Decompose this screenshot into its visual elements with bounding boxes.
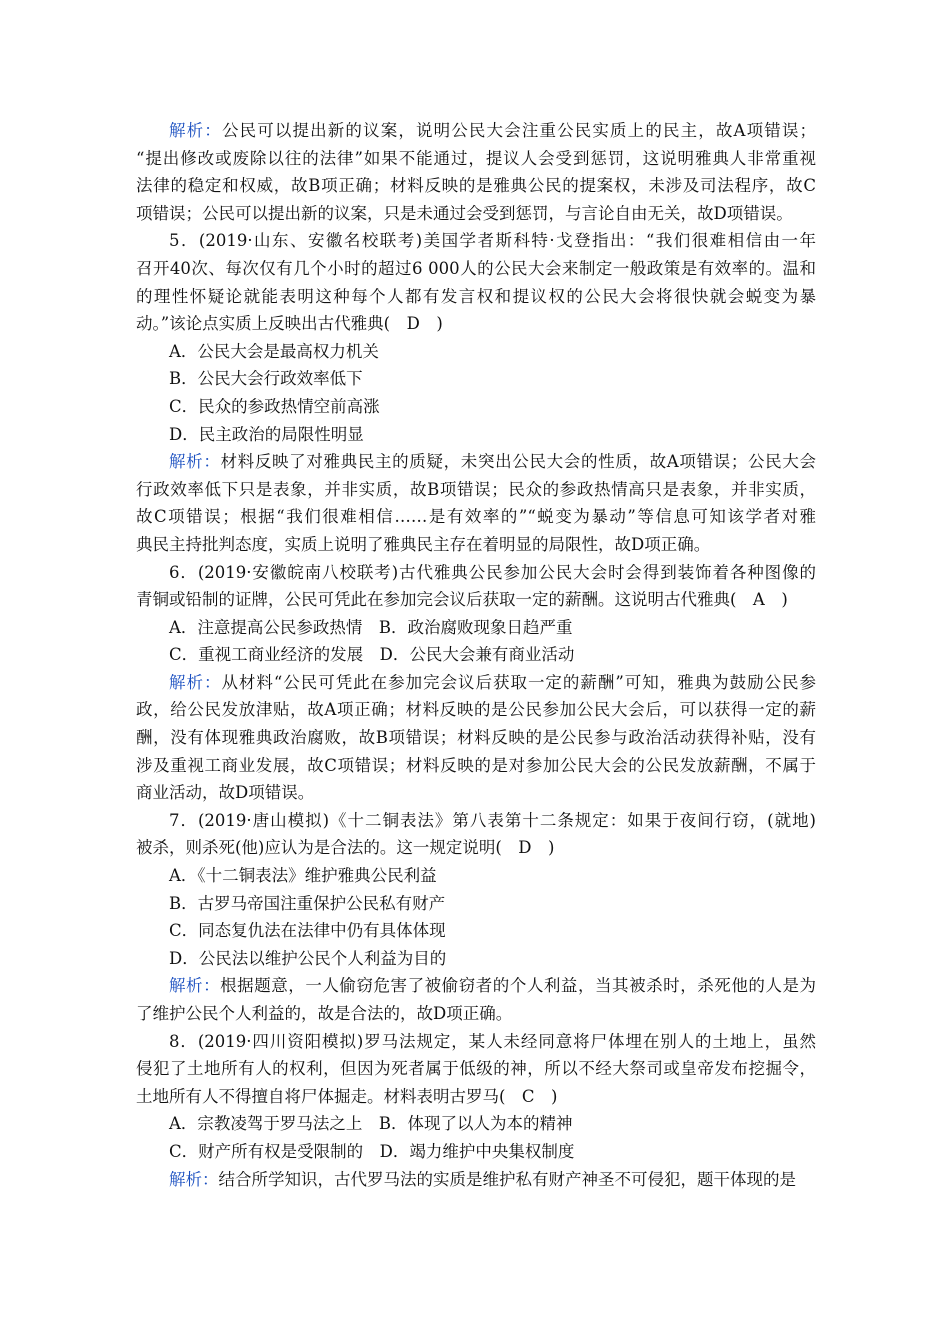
question-stem-line — [136, 807, 816, 835]
line-text: 典民主持批判态度，实质上说明了雅典民主存在着明显的局限性，故D项正确。 — [136, 534, 711, 554]
analysis-line — [136, 200, 816, 228]
question-stem-line — [136, 834, 816, 862]
analysis-label: 解析： — [169, 976, 221, 996]
answer-option: C．民众的参政热情空前高涨 — [169, 396, 380, 416]
analysis-line — [136, 531, 816, 559]
analysis-line — [136, 779, 816, 807]
question-stem-line — [136, 283, 816, 311]
analysis-line — [136, 476, 816, 504]
answer-option: A．《十二铜表法》维护雅典公民利益 — [169, 866, 437, 886]
question-block — [136, 559, 816, 669]
question-stem-line — [136, 1028, 816, 1056]
line-text: 结合所学知识，古代罗马法的实质是维护私有财产神圣不可侵犯，题干体现的是 — [218, 1169, 796, 1189]
question-block — [136, 807, 816, 973]
question-stem-line — [136, 559, 816, 587]
line-text: 从材料“公民可凭此在参加完会议后获取一定的薪酬”可知，雅典为鼓励公民参 — [221, 672, 816, 692]
line-text: 行政效率低下只是表象，并非实质，故B项错误；民众的参政热情高只是表象，并非实质， — [136, 479, 816, 499]
line-text: 了维护公民个人利益的，故是合法的，故D项正确。 — [136, 1004, 513, 1023]
line-text: 8．(2019·四川资阳模拟)罗马法规定，某人未经同意将尸体埋在别人的土地上，虽然 — [169, 1031, 816, 1051]
answer-option: D．公民法以维护公民个人利益为目的 — [169, 948, 447, 968]
answer-option: C．重视工商业经济的发展 D．公民大会兼有商业活动 — [169, 645, 575, 665]
analysis-line — [136, 145, 816, 173]
analysis-line — [136, 1000, 816, 1028]
analysis-line — [136, 503, 816, 531]
analysis-line — [136, 696, 816, 724]
line-text: 酬，没有体现雅典政治腐败，故B项错误；材料反映的是公民参与政治活动获得补贴，没有 — [136, 728, 816, 748]
answer-option: C．财产所有权是受限制的 D．竭力维护中央集权制度 — [169, 1141, 575, 1161]
answer-option: A．公民大会是最高权力机关 — [169, 341, 379, 361]
analysis-line — [136, 172, 816, 200]
analysis-block — [136, 972, 816, 1027]
line-text: 6．(2019·安徽皖南八校联考)古代雅典公民参加公民大会时会得到装饰着各种图像的 — [169, 562, 816, 582]
analysis-block — [136, 669, 816, 807]
line-text: 动。”该论点实质上反映出古代雅典( D ) — [136, 314, 443, 334]
analysis-line — [136, 669, 816, 697]
line-text: 项错误；公民可以提出新的议案，只是未通过会受到惩罚，与言论自由无关，故D项错误。 — [136, 203, 793, 223]
line-text: 青铜或铅制的证牌，公民可凭此在参加完会议后获取一定的薪酬。这说明古代雅典( A ) — [136, 590, 788, 610]
line-text: 政，给公民发放津贴，故A项正确；材料反映的是公民参加公民大会后，可以获得一定的薪 — [136, 700, 816, 720]
line-text: 侵犯了土地所有人的权利，但因为死者属于低级的神，所以不经大祭司或皇帝发布挖掘令， — [136, 1059, 816, 1079]
question-block — [136, 227, 816, 448]
analysis-label: 解析： — [169, 121, 222, 140]
line-text: “提出修改或废除以往的法律”如果不能通过，提议人会受到惩罚，这说明雅典人非常重视 — [136, 148, 816, 168]
line-text: 公民可以提出新的议案，说明公民大会注重公民实质上的民主，故A项错误； — [221, 121, 816, 140]
line-text: 故C项错误；根据“我们很难相信……是有效率的”“蜕变为暴动”等信息可知该学者对雅 — [136, 507, 816, 527]
question-stem-line — [136, 227, 816, 255]
line-text: 被杀，则杀死(他)应认为是合法的。这一规定说明( D ) — [136, 838, 555, 858]
answer-option: A．宗教凌驾于罗马法之上 B．体现了以人为本的精神 — [169, 1114, 573, 1134]
analysis-label: 解析： — [169, 1169, 219, 1189]
question-stem-line — [136, 1055, 816, 1083]
question-block — [136, 1028, 816, 1166]
line-text: 的理性怀疑论就能表明这种每个人都有发言权和提议权的公民大会将很快就会蜕变为暴 — [136, 286, 816, 306]
analysis-block — [136, 1166, 816, 1194]
analysis-line — [136, 752, 816, 780]
line-text: 根据题意，一人偷窃危害了被偷窃者的个人利益，当其被杀时，杀死他的人是为 — [220, 976, 816, 996]
line-text: 召开40次、每次仅有几个小时的超过6 000人的公民大会来制定一般政策是有效率的。温和 — [136, 258, 816, 278]
analysis-line — [136, 448, 816, 476]
answer-option: A．注意提高公民参政热情 B．政治腐败现象日趋严重 — [169, 617, 573, 637]
question-stem-line — [136, 310, 816, 338]
answer-option: D．民主政治的局限性明显 — [169, 424, 364, 444]
analysis-line — [136, 724, 816, 752]
line-text: 涉及重视工商业发展，故C项错误；材料反映的是对参加公民大会的公民发放薪酬，不属于 — [136, 755, 816, 775]
answer-option: B．公民大会行政效率低下 — [169, 369, 363, 389]
analysis-line — [136, 1166, 816, 1194]
line-text: 土地所有人不得擅自将尸体掘走。材料表明古罗马( C ) — [136, 1086, 558, 1106]
question-stem-line — [136, 255, 816, 283]
analysis-block — [136, 117, 816, 227]
analysis-line — [136, 972, 816, 1000]
question-stem-line — [136, 586, 816, 614]
analysis-label: 解析： — [169, 452, 221, 472]
line-text: 材料反映了对雅典民主的质疑，未突出公民大会的性质，故A项错误；公民大会 — [220, 452, 816, 472]
analysis-label: 解析： — [169, 672, 222, 692]
answer-option: C．同态复仇法在法律中仍有具体体现 — [169, 921, 446, 941]
line-text: 商业活动，故D项错误。 — [136, 783, 315, 803]
line-text: 法律的稳定和权威，故B项正确；材料反映的是雅典公民的提案权，未涉及司法程序，故C — [136, 176, 816, 196]
question-stem-line — [136, 1083, 816, 1111]
analysis-block — [136, 448, 816, 558]
line-text: 7．(2019·唐山模拟)《十二铜表法》第八表第十二条规定：如果于夜间行窃，(就地) — [169, 810, 816, 830]
analysis-line — [136, 117, 816, 145]
line-text: 5．(2019·山东、安徽名校联考)美国学者斯科特·戈登指出：“我们很难相信由一年 — [169, 231, 816, 251]
answer-option: B．古罗马帝国注重保护公民私有财产 — [169, 893, 446, 913]
